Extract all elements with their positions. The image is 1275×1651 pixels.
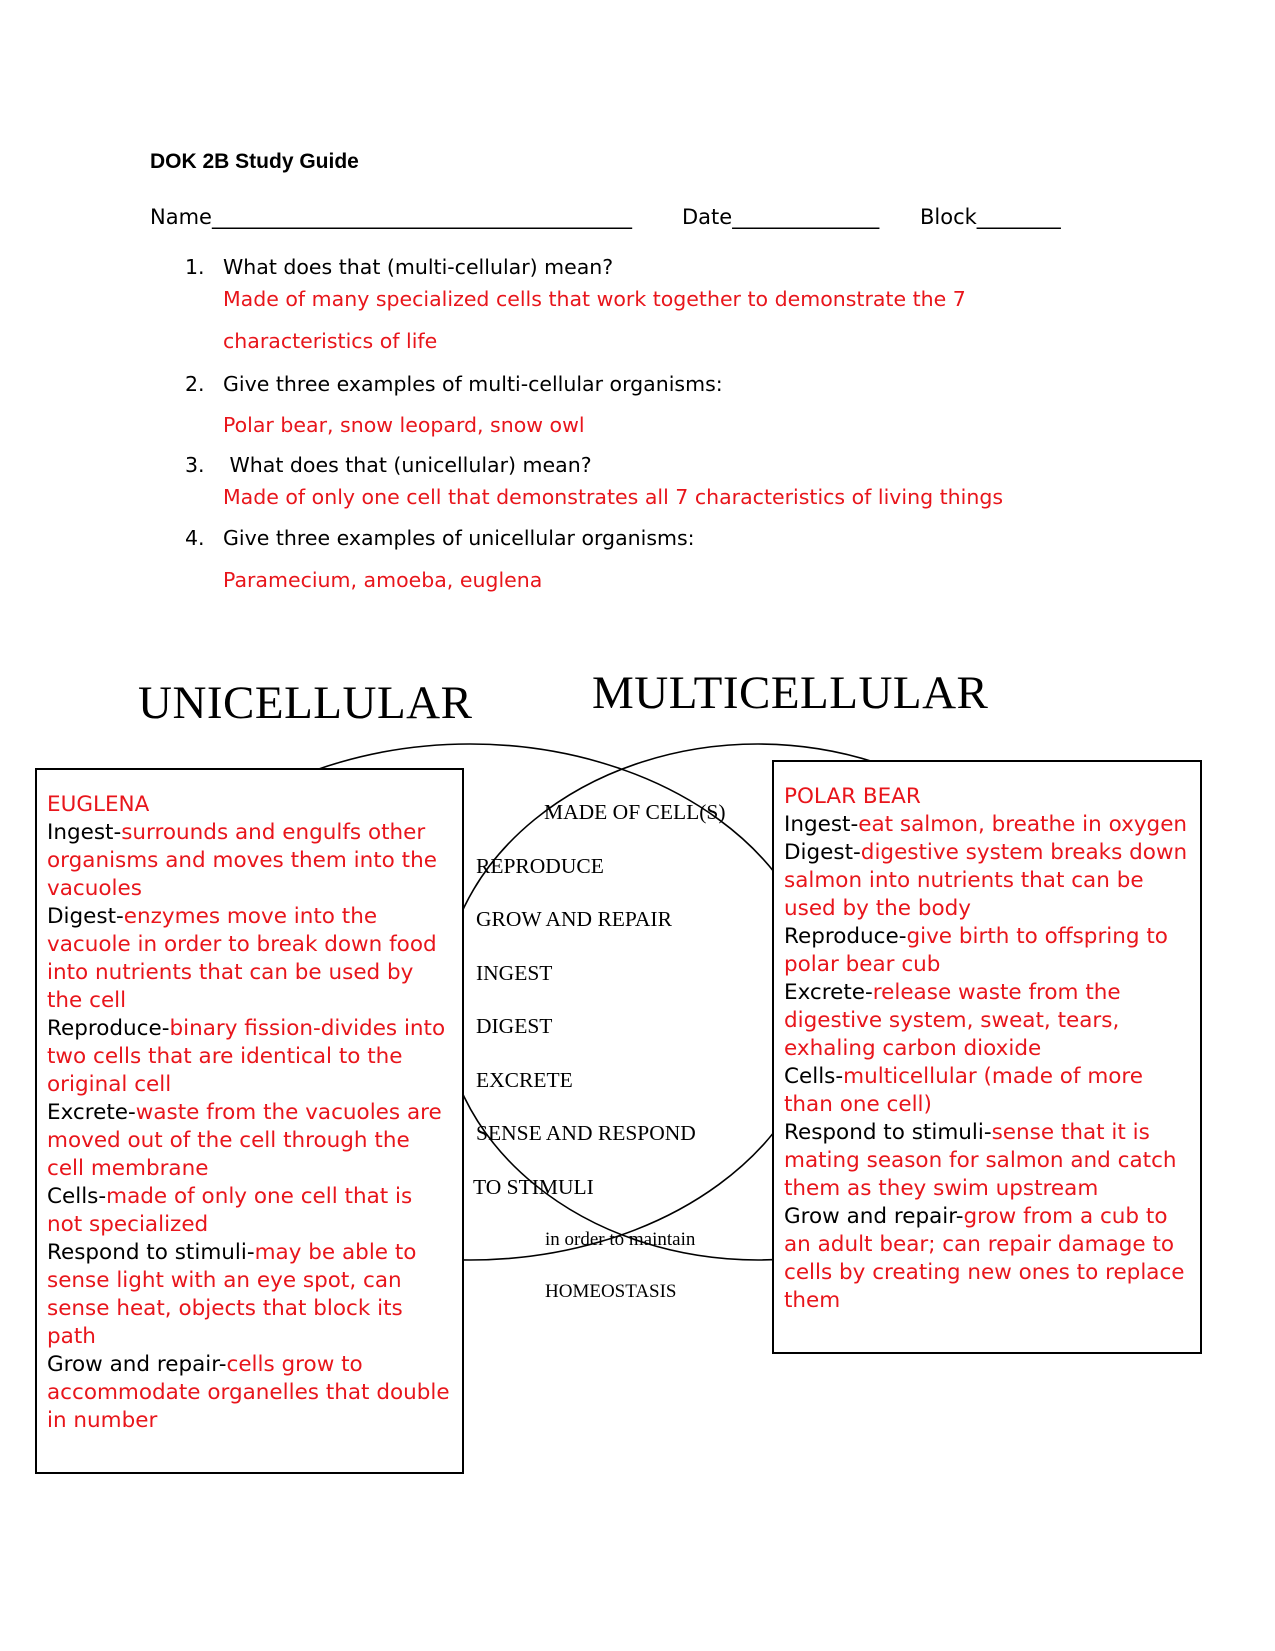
trait-entry	[784, 1203, 1190, 1315]
overlap-item: DIGEST	[476, 1014, 553, 1038]
trait-text: made of only one cell that is not specialized	[47, 1184, 413, 1237]
question-number: 3.	[185, 453, 205, 477]
overlap-item: TO STIMULI	[473, 1175, 594, 1199]
question-text: Give three examples of unicellular organisms:	[223, 526, 695, 550]
trait-label: Grow and repair-	[784, 1204, 964, 1229]
trait-text: sense that it is mating season for salmon and catch them as they swim upstream	[784, 1120, 1177, 1201]
block-blank: ________	[976, 205, 1061, 229]
trait-text: grow from a cub to an adult bear; can repair damage to cells by creating new ones to replace them	[784, 1204, 1185, 1313]
answer-line: Made of only one cell that demonstrates all 7 characteristics of living things	[223, 485, 1004, 509]
trait-text: eat salmon, breathe in oxygen	[858, 812, 1188, 837]
question-text: What does that (unicellular) mean?	[223, 453, 592, 477]
trait-text: release waste from the digestive system, sweat, tears, exhaling carbon dioxide	[784, 980, 1121, 1061]
overlap-item: REPRODUCE	[476, 854, 604, 878]
question-number: 4.	[185, 526, 205, 550]
multicellular-box	[772, 760, 1202, 1354]
trait-label: Ingest-	[784, 812, 859, 837]
trait-label: Ingest-	[47, 820, 122, 845]
trait-entry	[47, 1351, 452, 1435]
name-label: Name	[150, 205, 212, 229]
trait-text: may be able to sense light with an eye spot, can sense heat, objects that block its path	[47, 1240, 417, 1349]
trait-label: Cells-	[47, 1184, 107, 1209]
trait-entry	[47, 903, 452, 1015]
trait-label: Excrete-	[784, 980, 873, 1005]
overlap-item: SENSE AND RESPOND	[476, 1121, 696, 1145]
overlap-item: in order to maintain	[545, 1229, 696, 1250]
overlap-item: HOMEOSTASIS	[545, 1281, 677, 1302]
trait-entry	[784, 923, 1190, 979]
answer-line: characteristics of life	[223, 329, 438, 353]
question-number: 1.	[185, 255, 205, 279]
overlap-item: MADE OF CELL(S)	[544, 800, 726, 824]
page-title: DOK 2B Study Guide	[150, 150, 359, 173]
trait-label: Reproduce-	[784, 924, 907, 949]
block-label: Block	[920, 205, 977, 229]
unicellular-box	[35, 768, 464, 1474]
trait-label: Digest-	[784, 840, 861, 865]
trait-label: Grow and repair-	[47, 1352, 227, 1377]
trait-text: enzymes move into the vacuole in order to break down food into nutrients that can be used by the cell	[47, 904, 437, 1013]
trait-text: waste from the vacuoles are moved out of the cell through the cell membrane	[47, 1100, 442, 1181]
trait-entry	[47, 1183, 452, 1239]
trait-label: Excrete-	[47, 1100, 136, 1125]
trait-text: digestive system breaks down salmon into nutrients that can be used by the body	[784, 840, 1188, 921]
trait-entry	[47, 1099, 452, 1183]
unicellular-heading: UNICELLULAR	[138, 677, 473, 729]
date-blank: ______________	[732, 205, 880, 229]
trait-entry	[47, 1239, 452, 1351]
trait-entry	[784, 979, 1190, 1063]
trait-label: Cells-	[784, 1064, 844, 1089]
answer-line: Made of many specialized cells that work together to demonstrate the 7	[223, 287, 966, 311]
trait-entry	[784, 811, 1190, 839]
question-number: 2.	[185, 372, 205, 396]
trait-text: binary fission-divides into two cells that are identical to the original cell	[47, 1016, 446, 1097]
overlap-item: GROW AND REPAIR	[476, 907, 672, 931]
answer-line: Paramecium, amoeba, euglena	[223, 568, 543, 592]
trait-entry	[784, 1063, 1190, 1119]
organism-name: EUGLENA	[47, 792, 150, 817]
trait-entry	[784, 839, 1190, 923]
trait-label: Digest-	[47, 904, 124, 929]
trait-label: Respond to stimuli-	[47, 1240, 255, 1265]
overlap-item: INGEST	[476, 961, 553, 985]
trait-entry	[47, 1015, 452, 1099]
trait-text: cells grow to accommodate organelles that double in number	[47, 1352, 450, 1433]
multicellular-heading: MULTICELLULAR	[592, 667, 989, 719]
overlap-item: EXCRETE	[476, 1068, 573, 1092]
trait-text: multicellular (made of more than one cell)	[784, 1064, 1144, 1117]
trait-text: surrounds and engulfs other organisms and moves them into the vacuoles	[47, 820, 437, 901]
question-text: What does that (multi-cellular) mean?	[223, 255, 614, 279]
trait-label: Reproduce-	[47, 1016, 170, 1041]
answer-line: Polar bear, snow leopard, snow owl	[223, 413, 585, 437]
trait-text: give birth to offspring to polar bear cub	[784, 924, 1168, 977]
trait-label: Respond to stimuli-	[784, 1120, 992, 1145]
date-label: Date	[682, 205, 733, 229]
question-text: Give three examples of multi-cellular organisms:	[223, 372, 723, 396]
trait-entry	[47, 819, 452, 903]
name-blank: ________________________________________	[211, 205, 632, 229]
trait-entry	[784, 1119, 1190, 1203]
organism-name: POLAR BEAR	[784, 784, 921, 809]
